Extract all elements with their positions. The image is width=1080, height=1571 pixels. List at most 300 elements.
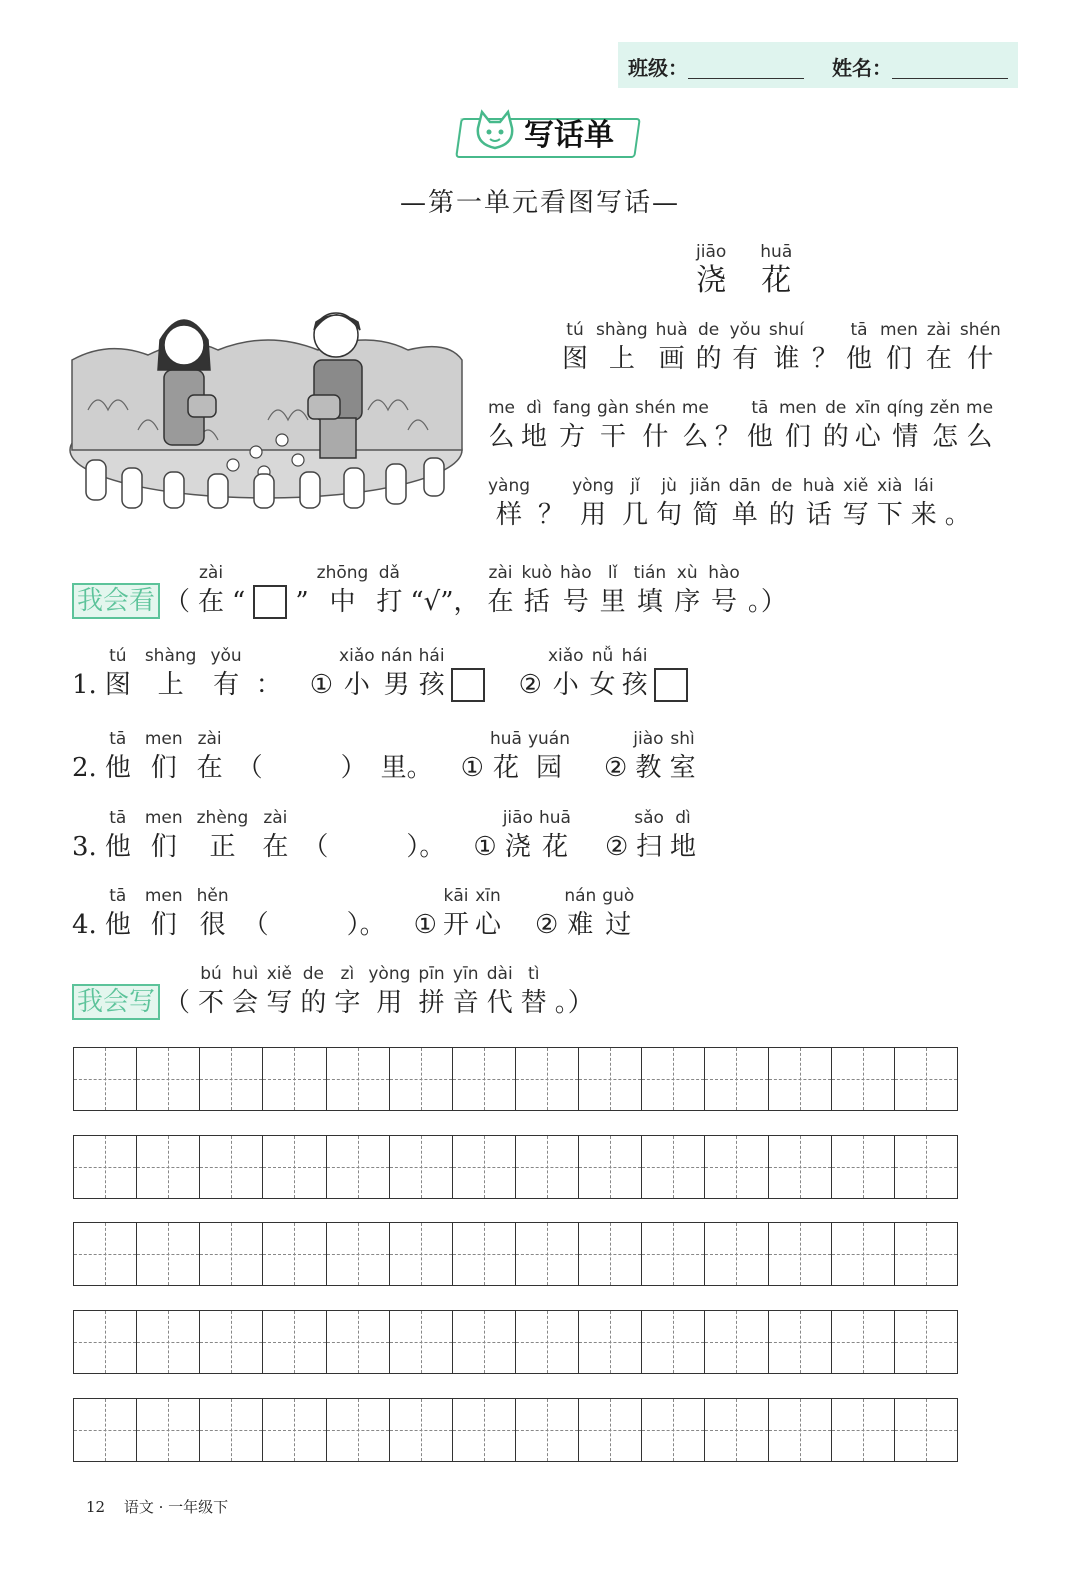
grid-cell[interactable] [642, 1311, 705, 1373]
grid-cell[interactable] [74, 1311, 137, 1373]
pinyin: huā [489, 729, 522, 749]
instr-word [232, 962, 258, 1020]
hanzi: 干 [600, 422, 627, 452]
subtitle: —第一单元看图写话— [399, 188, 680, 218]
grid-cell[interactable] [895, 1311, 957, 1373]
pinyin: jù [661, 476, 677, 496]
hanzi: 上 [608, 344, 635, 374]
hanzi: 3. [72, 832, 97, 862]
hanzi: 他 [846, 344, 873, 374]
stem-word [243, 884, 386, 942]
hanzi: 在 [487, 587, 514, 617]
hanzi: ： [255, 670, 282, 700]
prompt-word [843, 474, 869, 532]
hanzi: 们 [150, 832, 177, 862]
option-word [503, 806, 533, 864]
hanzi: 2. [72, 753, 97, 783]
hanzi: 话 [805, 500, 832, 530]
hanzi: 有 [213, 670, 240, 700]
hanzi: 地 [521, 422, 548, 452]
hanzi: 花 [492, 753, 519, 783]
prompt-line-1 [562, 318, 1001, 376]
option-word [381, 644, 413, 702]
stem-word [262, 806, 288, 864]
grid-cell[interactable] [705, 1223, 768, 1285]
stem-word [105, 727, 131, 785]
grid-cell[interactable] [327, 1048, 390, 1110]
instr-word [198, 962, 224, 1020]
pinyin: pīn [418, 964, 445, 984]
hanzi: 室 [669, 753, 696, 783]
grid-cell[interactable] [895, 1399, 957, 1461]
instr-word [560, 561, 592, 619]
hanzi: 有 [732, 344, 759, 374]
option-1 [461, 727, 570, 785]
hanzi: 么 [966, 422, 993, 452]
hanzi: 。） [747, 587, 787, 617]
pinyin: fang [553, 398, 592, 418]
prompt-word [803, 474, 835, 532]
grid-cell[interactable] [327, 1311, 390, 1373]
hanzi: ② [535, 910, 559, 940]
grid-cell[interactable] [579, 1136, 642, 1198]
hanzi: 们 [784, 422, 811, 452]
pinyin: huā [760, 242, 793, 262]
instr-word [317, 561, 369, 619]
checkbox-sample [253, 585, 287, 619]
grid-cell[interactable] [390, 1399, 453, 1461]
pinyin: hái [418, 646, 445, 666]
prompt-word [596, 318, 648, 376]
grid-cell[interactable] [642, 1048, 705, 1110]
grid-cell[interactable] [516, 1223, 579, 1285]
option-word [475, 884, 501, 942]
option-word [528, 727, 570, 785]
pinyin: yuán [527, 729, 570, 749]
grid-cell[interactable] [705, 1399, 768, 1461]
hanzi: 么 [488, 422, 515, 452]
instr-word [368, 962, 410, 1020]
hanzi: 的 [695, 344, 722, 374]
hanzi: （ [164, 587, 191, 617]
grid-cell[interactable] [705, 1311, 768, 1373]
grid-cell[interactable] [832, 1048, 895, 1110]
grid-cell[interactable] [390, 1136, 453, 1198]
pinyin: qíng [886, 398, 924, 418]
prompt-word [572, 474, 614, 532]
hanzi: 简 [692, 500, 719, 530]
pinyin: huì [232, 964, 259, 984]
grid-cell[interactable] [516, 1048, 579, 1110]
prompt-word [926, 318, 952, 376]
hanzi: 里。 [380, 753, 433, 783]
option-1 [473, 806, 571, 864]
option-word [539, 806, 571, 864]
hanzi: ？ [714, 422, 741, 452]
prompt-word [488, 396, 515, 454]
hanzi: 们 [150, 753, 177, 783]
grid-row[interactable] [73, 1310, 958, 1374]
hanzi: 在 [198, 587, 225, 617]
hanzi: 心 [474, 910, 501, 940]
option-mark [535, 884, 558, 942]
hanzi: 替 [520, 988, 547, 1018]
instr-word [376, 561, 402, 619]
hanzi: 怎 [931, 422, 958, 452]
instr-word [334, 962, 360, 1020]
instr-word [164, 561, 190, 619]
grid-row[interactable] [73, 1047, 958, 1111]
pinyin: de [697, 320, 720, 340]
pinyin: huā [538, 808, 571, 828]
hanzi: 句 [656, 500, 683, 530]
hanzi: 的 [300, 988, 327, 1018]
grid-cell[interactable] [769, 1311, 832, 1373]
hanzi: 音 [452, 988, 479, 1018]
pinyin: jiāo [696, 242, 727, 262]
hanzi: 序 [674, 587, 701, 617]
hanzi: ① [309, 670, 334, 700]
option-word [339, 644, 375, 702]
hanzi: 代 [486, 988, 513, 1018]
stem-word [105, 884, 131, 942]
hanzi: 字 [334, 988, 361, 1018]
prompt-word [597, 396, 629, 454]
hanzi: 小 [343, 670, 370, 700]
hanzi: 方 [559, 422, 586, 452]
grid-cell[interactable] [769, 1048, 832, 1110]
option-word [490, 727, 522, 785]
prompt-word [656, 318, 688, 376]
grid-cell[interactable] [390, 1223, 453, 1285]
hanzi: “√”， [410, 587, 480, 617]
grid-cell[interactable] [453, 1399, 516, 1461]
grid-cell[interactable] [579, 1399, 642, 1461]
grid-cell[interactable] [895, 1048, 957, 1110]
grid-cell[interactable] [327, 1223, 390, 1285]
title-badge [450, 108, 638, 158]
stem-word [197, 727, 223, 785]
grid-cell[interactable] [263, 1311, 326, 1373]
pinyin: zhèng [196, 808, 249, 828]
grid-cell[interactable] [769, 1399, 832, 1461]
grid-cell[interactable] [200, 1399, 263, 1461]
pinyin: zài [263, 808, 288, 828]
hanzi: 过 [605, 910, 632, 940]
pinyin: jǐ [630, 476, 640, 496]
hanzi: 打 [376, 587, 403, 617]
hanzi: 。 [944, 500, 971, 530]
hanzi: 中 [329, 587, 356, 617]
grid-cell[interactable] [453, 1136, 516, 1198]
look-tag: 我会看 [72, 583, 160, 619]
hanzi: ② [518, 670, 542, 700]
topic-title [696, 240, 792, 298]
hanzi: 样 [496, 500, 523, 530]
hanzi: 用 [376, 988, 403, 1018]
hanzi: 写 [266, 988, 293, 1018]
topic-word [696, 240, 726, 298]
grid-cell[interactable] [390, 1311, 453, 1373]
hanzi: “ [232, 587, 246, 617]
grid-cell[interactable] [579, 1311, 642, 1373]
option-mark [604, 727, 627, 785]
hanzi: ② [604, 832, 629, 862]
prompt-word [966, 396, 993, 454]
hanzi: 园 [535, 753, 562, 783]
option-word [633, 727, 663, 785]
grid-row[interactable] [73, 1222, 958, 1286]
grid-cell[interactable] [579, 1048, 642, 1110]
pinyin: men [144, 808, 183, 828]
option-1 [310, 644, 485, 702]
hanzi: 什 [967, 344, 994, 374]
grid-cell[interactable] [200, 1311, 263, 1373]
stem-word [145, 884, 183, 942]
instr-word [453, 962, 479, 1020]
hanzi: 1. [72, 670, 97, 700]
grid-cell[interactable] [453, 1223, 516, 1285]
grid-cell[interactable] [642, 1223, 705, 1285]
hanzi: 括 [523, 587, 550, 617]
answer-checkbox[interactable] [654, 668, 688, 702]
instr-word [487, 962, 513, 1020]
pinyin: men [144, 886, 183, 906]
pinyin: tú [566, 320, 584, 340]
stem-word [105, 806, 131, 864]
prompt-word [880, 318, 918, 376]
pinyin: lǐ [607, 563, 618, 583]
grid-cell[interactable] [832, 1223, 895, 1285]
hanzi: 心 [854, 422, 881, 452]
grid-cell[interactable] [200, 1136, 263, 1198]
hanzi: 上 [157, 670, 184, 700]
grid-cell[interactable] [137, 1223, 200, 1285]
prompt-word [730, 318, 761, 376]
hanzi: ① [413, 910, 437, 940]
grid-row[interactable] [73, 1398, 958, 1462]
hanzi: 填 [636, 587, 663, 617]
pinyin: xià [877, 476, 903, 496]
grid-cell[interactable] [895, 1136, 957, 1198]
grid-cell[interactable] [74, 1399, 137, 1461]
stem-word [145, 727, 183, 785]
stem-word [197, 884, 229, 942]
grid-cell[interactable] [74, 1223, 137, 1285]
hanzi: 谁 [773, 344, 800, 374]
pinyin: lái [913, 476, 934, 496]
name-field[interactable] [892, 54, 1008, 79]
grid-cell[interactable] [200, 1048, 263, 1110]
grid-cell[interactable] [137, 1136, 200, 1198]
hanzi: （ ）。 [242, 910, 386, 940]
prompt-line-3 [488, 474, 971, 532]
hanzi: 他 [104, 753, 131, 783]
book-title: 语文 · 一年级下 [123, 1498, 229, 1516]
grid-cell[interactable] [642, 1399, 705, 1461]
pinyin: tā [109, 886, 127, 906]
grid-row[interactable] [73, 1135, 958, 1199]
option-word [548, 644, 584, 702]
class-label: 班级： [628, 56, 688, 80]
pinyin: me [488, 398, 516, 418]
grid-cell[interactable] [263, 1223, 326, 1285]
option-2 [605, 806, 696, 864]
prompt-word [622, 474, 648, 532]
pinyin: zài [197, 729, 222, 749]
grid-cell[interactable] [390, 1048, 453, 1110]
grid-cell[interactable] [74, 1136, 137, 1198]
prompt-word [521, 396, 547, 454]
stem-word [256, 644, 282, 702]
grid-cell[interactable] [769, 1136, 832, 1198]
hanzi: 地 [669, 832, 696, 862]
hanzi: （ ）。 [302, 832, 446, 862]
hanzi: 来 [910, 500, 937, 530]
grid-cell[interactable] [74, 1048, 137, 1110]
option-word [622, 644, 648, 702]
class-name-bar [618, 42, 1018, 88]
option-mark [461, 727, 484, 785]
grid-cell[interactable] [200, 1223, 263, 1285]
question-number [72, 884, 97, 942]
stem-word [210, 644, 241, 702]
instr-word [164, 962, 190, 1020]
option-mark [519, 644, 542, 702]
hanzi: （ ） [236, 753, 367, 783]
stem-word [145, 644, 197, 702]
instr-word [600, 561, 626, 619]
grid-cell[interactable] [642, 1136, 705, 1198]
stem-word [197, 806, 249, 864]
name-label: 姓名： [832, 56, 892, 80]
prompt-word [911, 474, 937, 532]
hanzi: （ [164, 988, 191, 1018]
stem-word [145, 806, 183, 864]
hanzi: 难 [567, 910, 594, 940]
pinyin: huà [802, 476, 835, 496]
grid-cell[interactable] [516, 1311, 579, 1373]
pinyin: shén [959, 320, 1001, 340]
hanzi: 们 [150, 910, 177, 940]
pinyin: guò [602, 886, 635, 906]
grid-cell[interactable] [263, 1399, 326, 1461]
hanzi: ② [603, 753, 628, 783]
hanzi: ① [473, 832, 497, 862]
grid-cell[interactable] [705, 1136, 768, 1198]
grid-cell[interactable] [832, 1311, 895, 1373]
question-number [72, 644, 97, 702]
grid-cell[interactable] [769, 1223, 832, 1285]
instr-word [555, 962, 594, 1020]
option-word [602, 884, 634, 942]
prompt-word [779, 396, 817, 454]
grid-cell[interactable] [137, 1399, 200, 1461]
option-mark [473, 806, 496, 864]
answer-checkbox[interactable] [451, 668, 485, 702]
hanzi: ① [460, 753, 484, 783]
pinyin: jiào [633, 729, 664, 749]
pinyin: hào [708, 563, 740, 583]
option-mark [310, 644, 333, 702]
class-field[interactable] [688, 54, 804, 79]
grid-cell[interactable] [453, 1048, 516, 1110]
hanzi: 4. [72, 910, 97, 940]
instr-word [295, 561, 308, 619]
grid-cell[interactable] [832, 1136, 895, 1198]
pinyin: tā [751, 398, 769, 418]
grid-cell[interactable] [137, 1048, 200, 1110]
hanzi: 图 [562, 344, 589, 374]
instr-word [748, 561, 787, 619]
grid-cell[interactable] [895, 1223, 957, 1285]
pinyin: kāi [443, 886, 469, 906]
page-footer [86, 1496, 228, 1517]
pinyin: zài [199, 563, 224, 583]
hanzi: 图 [104, 670, 131, 700]
pinyin: tú [109, 646, 127, 666]
grid-cell[interactable] [516, 1399, 579, 1461]
grid-cell[interactable] [263, 1136, 326, 1198]
hanzi: 浇 [696, 263, 727, 298]
write-section-header [72, 962, 594, 1020]
hanzi: 会 [232, 988, 259, 1018]
hanzi: ？ [538, 500, 565, 530]
instr-word [300, 962, 326, 1020]
pinyin: nán [564, 886, 597, 906]
grid-cell[interactable] [705, 1048, 768, 1110]
grid-cell[interactable] [137, 1311, 200, 1373]
instr-word [674, 561, 700, 619]
pinyin: bú [200, 964, 222, 984]
pinyin: shì [670, 729, 695, 749]
hanzi: 们 [885, 344, 912, 374]
prompt-word [769, 318, 804, 376]
hanzi [253, 585, 287, 619]
hanzi: 几 [622, 500, 649, 530]
hanzi: 在 [196, 753, 223, 783]
pinyin: zhōng [316, 563, 369, 583]
grid-cell[interactable] [453, 1311, 516, 1373]
pinyin: men [880, 320, 918, 340]
prompt-word [682, 396, 709, 454]
pinyin: tā [109, 729, 127, 749]
pinyin: yòng [368, 964, 411, 984]
grid-cell[interactable] [263, 1048, 326, 1110]
hanzi: 扫 [636, 832, 663, 862]
pinyin: tián [633, 563, 667, 583]
pinyin: dì [675, 808, 691, 828]
grid-cell[interactable] [832, 1399, 895, 1461]
grid-cell[interactable] [327, 1399, 390, 1461]
grid-cell[interactable] [327, 1136, 390, 1198]
pinyin: de [771, 476, 793, 496]
hanzi: 号 [711, 587, 738, 617]
prompt-word [945, 474, 971, 532]
pinyin: jiāo [502, 808, 533, 828]
grid-cell[interactable] [516, 1136, 579, 1198]
instr-word [232, 561, 245, 619]
question-number [72, 806, 97, 864]
pinyin: sǎo [634, 808, 664, 828]
grid-cell[interactable] [579, 1223, 642, 1285]
instr-word [410, 561, 479, 619]
hanzi: 花 [761, 263, 792, 298]
pinyin: me [966, 398, 994, 418]
option-2 [535, 884, 634, 942]
prompt-word [877, 474, 903, 532]
pinyin: dān [728, 476, 761, 496]
